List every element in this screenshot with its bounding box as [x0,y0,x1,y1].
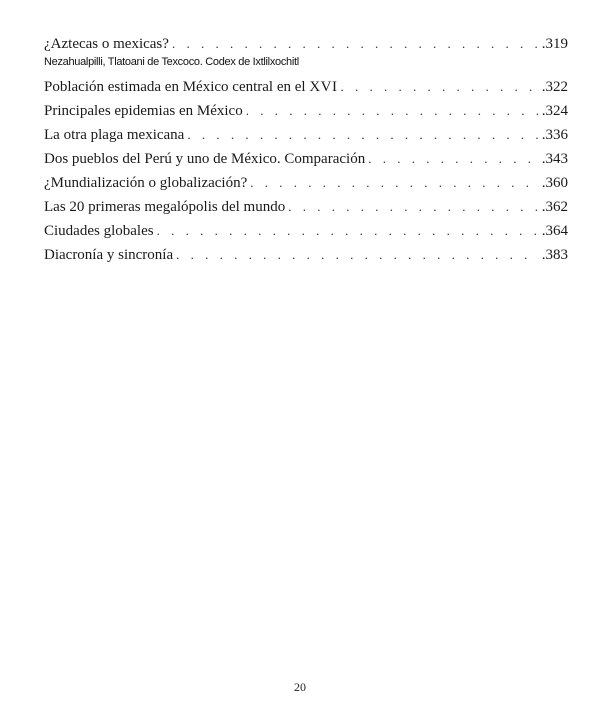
page-number: 20 [294,680,306,694]
toc-entry-page: .336 [541,127,568,143]
toc-entry-title-text: Población estimada en México central en el [44,79,306,95]
dot-leader [288,195,539,219]
dot-leader [246,99,539,123]
dot-leader [187,123,538,147]
toc-entry-page: .319 [541,36,568,52]
toc-entry [44,219,568,243]
dot-leader [250,171,538,195]
toc-entry-title: Ciudades globales [44,223,154,239]
toc-entry-title: La otra plaga mexicana [44,127,185,143]
toc-entry-page: .364 [541,223,568,239]
toc-entry [44,195,568,219]
toc-entry [44,171,568,195]
dot-leader [172,33,539,55]
toc-entry-subtitle: Nezahualpilli, Tlatoani de Texcoco. Codex de Ixtlilxochitl [44,56,299,68]
toc-entry-title: Diacronía y sincronía [44,247,174,263]
toc-entry-page: .383 [541,247,568,263]
toc-entry-title: ¿Aztecas o mexicas? [44,36,169,52]
dot-leader [157,219,539,243]
toc-entry [44,75,568,99]
toc-entry [44,243,568,267]
toc-entry-page: .362 [541,199,568,215]
toc-entry-title: ¿Mundialización o globalización? [44,175,248,191]
toc-entry [44,33,568,55]
toc-entry-title: Dos pueblos del Perú y uno de México. Comparación [44,151,366,167]
toc-entry-page: .322 [541,79,568,95]
toc-entry-title: Principales epidemias en México [44,103,243,119]
toc-entry-page: .360 [541,175,568,191]
table-of-contents [44,33,568,267]
toc-entry-title: Las 20 primeras megalópolis del mundo [44,199,286,215]
toc-entry [44,99,568,123]
dot-leader [368,147,539,171]
dot-leader [176,243,539,267]
toc-entry-title [44,75,338,99]
toc-entry-page: .324 [541,103,568,119]
toc-entry [44,123,568,147]
toc-entry-page: .343 [541,151,568,167]
toc-entry [44,147,568,171]
toc-entry-title-century: XVI [309,79,338,95]
dot-leader [341,75,539,99]
